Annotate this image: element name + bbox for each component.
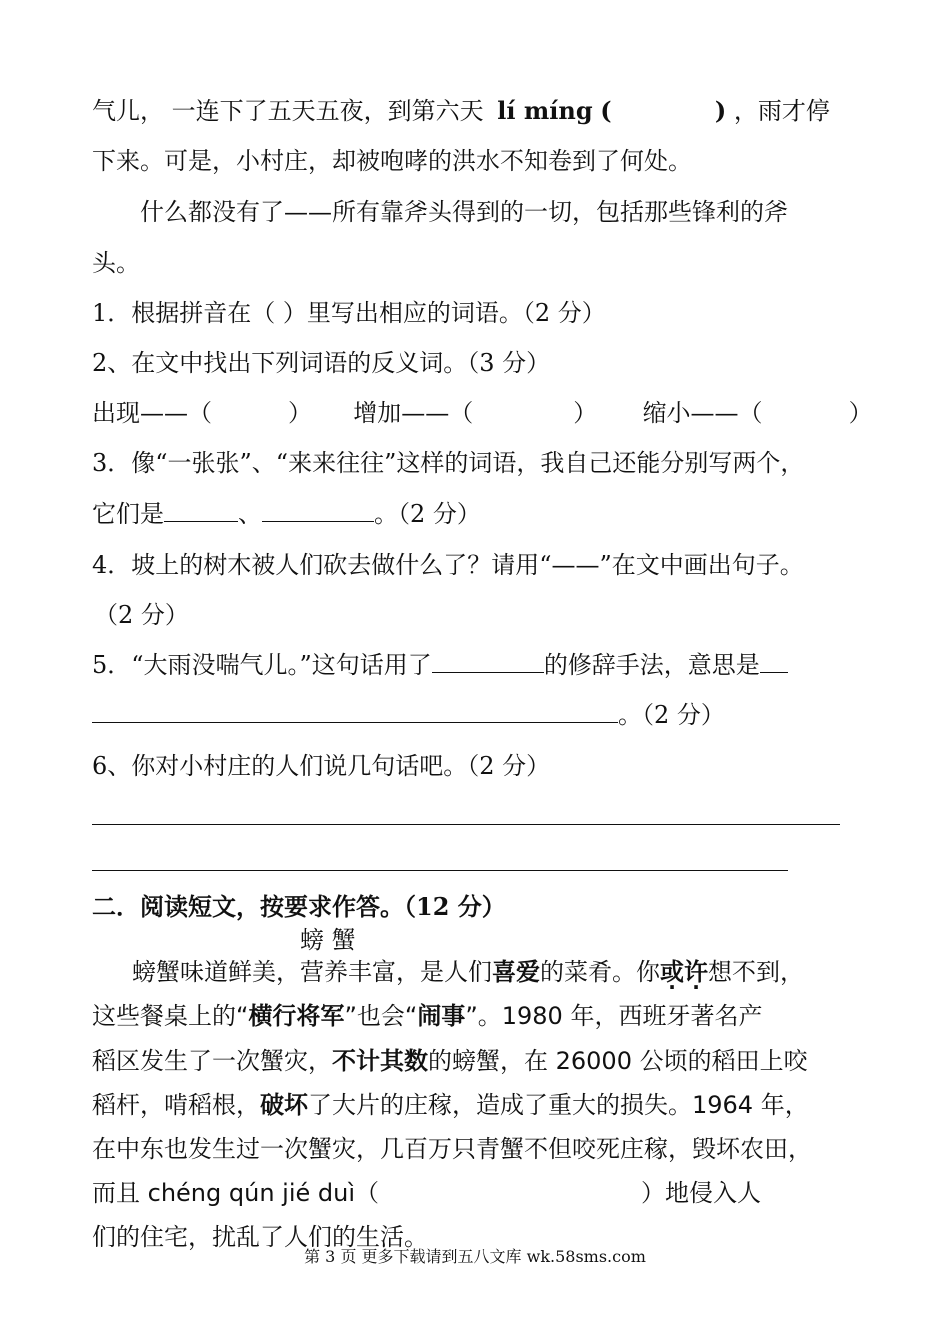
- answer-blank[interactable]: [164, 499, 238, 522]
- section-heading-text: 二．阅读短文，按要求作答。（12 分）: [92, 892, 506, 921]
- question-6: 6、你对小村庄的人们说几句话吧。（2 分）: [92, 752, 551, 780]
- answer-blank[interactable]: [92, 700, 618, 723]
- passage-text: 了大片的庄稼，造成了重大的损失。1964 年，: [308, 1091, 809, 1119]
- dotted-word: 或: [660, 958, 684, 986]
- passage-title: 螃 蟹: [300, 926, 356, 954]
- paren-close: ): [714, 96, 727, 125]
- question-1: 1．根据拼音在（ ）里写出相应的词语。（2 分）: [92, 299, 606, 327]
- dotted-word: 许: [684, 958, 708, 986]
- passage-text: ，雨才停: [733, 97, 830, 125]
- question-2: 2、在文中找出下列词语的反义词。（3 分）: [92, 349, 551, 377]
- paren-open: (: [600, 96, 612, 125]
- crab-passage-line-1: [132, 957, 804, 987]
- bold-word: 不计其数: [332, 1047, 428, 1075]
- bold-word: 破坏: [260, 1091, 308, 1119]
- question-4-line-2: （2 分）: [94, 601, 189, 629]
- q5-text: 的修辞手法，意思是: [543, 651, 760, 679]
- paren-close: ）: [848, 399, 873, 427]
- passage-text: 想不到，: [708, 958, 804, 986]
- passage-text: 螃蟹味道鲜美，营养丰富，是人们: [132, 958, 492, 986]
- question-2-items: [92, 398, 873, 428]
- passage-text: 稻杆，啃稻根，: [92, 1091, 260, 1119]
- crab-passage-line-2: [92, 1001, 762, 1031]
- passage-text: ”。1980 年，西班牙著名产: [465, 1002, 763, 1030]
- bold-word: 闹事: [417, 1002, 466, 1030]
- passage-text: 稻区发生了一次蟹灾，: [92, 1047, 332, 1075]
- q5-text: 5．“大雨没喘气儿。”这句话用了: [92, 651, 432, 679]
- passage-text: 而且 chéng qún jié duì（: [92, 1179, 380, 1207]
- section-2-heading: [92, 892, 506, 922]
- passage-text: ”也会“: [344, 1002, 418, 1030]
- pinyin-text: lí míng: [497, 96, 593, 125]
- antonym-prompt: 出现——（: [92, 399, 212, 427]
- answer-line[interactable]: [92, 824, 840, 825]
- question-3-line-2: [92, 499, 481, 529]
- crab-passage-line-4: [92, 1090, 809, 1120]
- antonym-prompt: 缩小——（: [642, 399, 763, 427]
- q3-score: 。（2 分）: [374, 500, 481, 528]
- bold-word: 喜爱: [492, 958, 540, 986]
- question-5-line-2: [92, 700, 725, 730]
- q3-text: 它们是: [92, 500, 164, 528]
- q3-separator: 、: [238, 500, 262, 528]
- passage-text: 的菜肴。你: [540, 958, 660, 986]
- passage-text: ）地侵入人: [641, 1179, 762, 1207]
- crab-passage-line-5: 在中东也发生过一次蟹灾，几百万只青蟹不但咬死庄稼，毁坏农田，: [92, 1135, 812, 1163]
- crab-passage-line-7: 们的住宅，扰乱了人们的生活。: [92, 1223, 428, 1251]
- answer-line[interactable]: [92, 870, 788, 871]
- question-4-line-1: 4．坡上的树木被人们砍去做什么了？请用“——”在文中画出句子。: [92, 551, 804, 579]
- answer-blank[interactable]: [262, 499, 374, 522]
- bold-word: 横行将军: [248, 1002, 345, 1030]
- answer-blank[interactable]: [432, 650, 544, 673]
- passage-line-1: [92, 96, 830, 126]
- crab-passage-line-6: [92, 1178, 761, 1208]
- paren-close: ）: [288, 399, 312, 427]
- question-3-line-1: 3．像“一张张”、“来来往往”这样的词语，我自己还能分别写两个，: [92, 449, 805, 477]
- page-footer: 第 3 页 更多下载请到五八文库 wk.58sms.com: [304, 1247, 646, 1266]
- answer-blank[interactable]: [760, 650, 788, 673]
- antonym-prompt: 增加——（: [353, 399, 474, 427]
- passage-line-4: 头。: [92, 249, 140, 277]
- passage-line-3: 什么都没有了——所有靠斧头得到的一切，包括那些锋利的斧: [140, 198, 788, 226]
- passage-line-2: 下来。可是，小村庄，却被咆哮的洪水不知卷到了何处。: [92, 147, 692, 175]
- question-5-line-1: [92, 650, 788, 680]
- paren-close: ）: [573, 399, 598, 427]
- crab-passage-line-3: [92, 1046, 808, 1076]
- passage-text: 气儿， 一连下了五天五夜，到第六天: [92, 97, 484, 125]
- passage-text: 这些餐桌上的“: [92, 1002, 249, 1030]
- passage-text: 的螃蟹，在 26000 公顷的稻田上咬: [428, 1047, 808, 1075]
- q5-score: 。（2 分）: [618, 701, 725, 729]
